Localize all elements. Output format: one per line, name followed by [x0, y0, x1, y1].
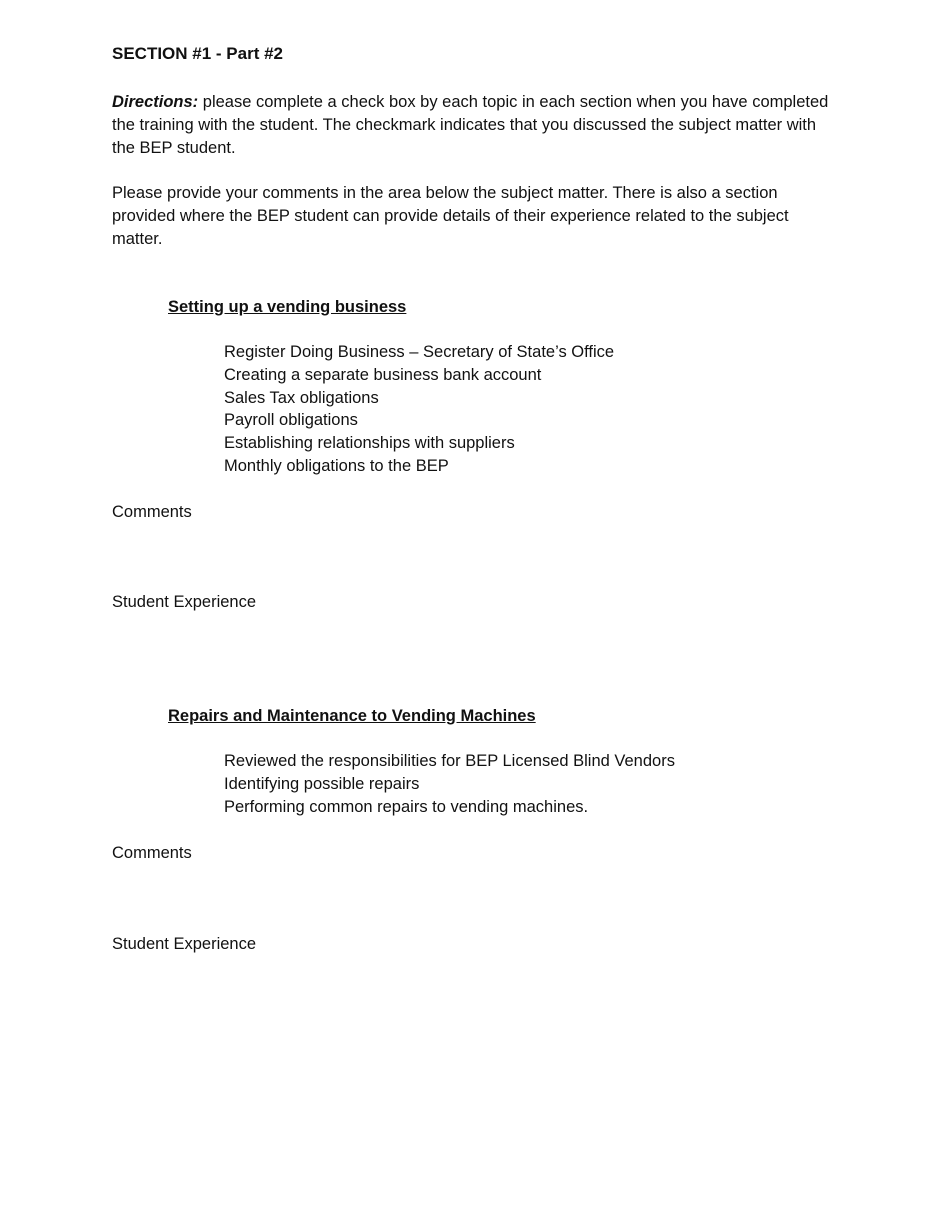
directions-paragraph [112, 91, 832, 160]
section-heading-repairs: Repairs and Maintenance to Vending Machines [168, 707, 536, 725]
student-experience-label-setup: Student Experience [112, 593, 257, 611]
list-item: Identifying possible repairs [224, 774, 420, 793]
list-item: Performing common repairs to vending machines. [224, 797, 589, 816]
directions-label: Directions: [112, 93, 199, 111]
directions-text: please complete a check box by each topic in each section when you have completed the training with the student. The checkmark indicates that you discussed the subject matter with the BEP student. [112, 93, 829, 157]
list-item: Establishing relationships with suppliers [224, 434, 515, 453]
section-heading-setup: Setting up a vending business [168, 298, 407, 316]
comments-label-setup: Comments [112, 503, 192, 521]
list-item: Payroll obligations [224, 411, 358, 430]
comments-label-repairs: Comments [112, 844, 192, 862]
list-item: Creating a separate business bank account [224, 365, 542, 384]
instructions-paragraph: Please provide your comments in the area below the subject matter. There is also a section provided where the BEP student can provide details of their experience related to the subject matter. [112, 184, 789, 248]
list-item: Reviewed the responsibilities for BEP Licensed Blind Vendors [224, 752, 675, 770]
student-experience-label-repairs: Student Experience [112, 935, 257, 953]
list-item: Register Doing Business – Secretary of State’s Office [224, 343, 615, 361]
page-title: SECTION #1 - Part #2 [112, 44, 284, 63]
section-items-repairs [224, 750, 675, 818]
list-item: Monthly obligations to the BEP [224, 456, 449, 475]
section-items-setup [224, 341, 614, 478]
list-item: Sales Tax obligations [224, 388, 379, 407]
